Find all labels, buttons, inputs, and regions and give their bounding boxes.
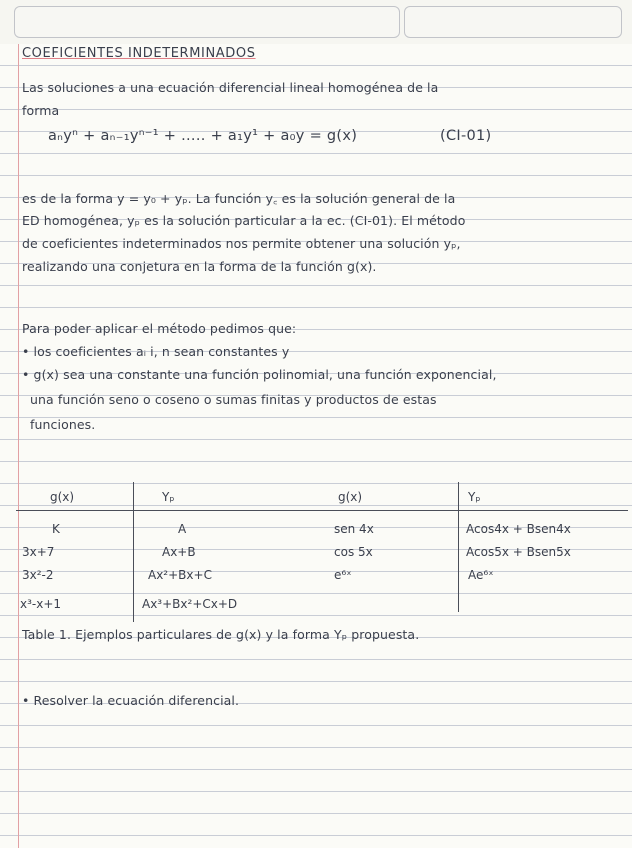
table-cell: Ae⁶ˣ xyxy=(468,568,494,582)
table-header-yp-2: Yₚ xyxy=(468,490,481,504)
table-cell: K xyxy=(52,522,60,536)
table-header-rule xyxy=(16,510,628,511)
table-header-gx-2: g(x) xyxy=(338,490,363,504)
table-header-gx-1: g(x) xyxy=(50,490,75,504)
table-cell: Ax+B xyxy=(162,545,196,559)
header-box-left xyxy=(14,6,400,38)
table-cell: Ax²+Bx+C xyxy=(148,568,212,582)
bullet-gx-line-1: • g(x) sea una constante una función polinomial, una función exponencial, xyxy=(22,367,497,382)
equation-reference: (CI-01) xyxy=(440,128,492,144)
table-cell: e⁶ˣ xyxy=(334,568,352,582)
margin-line xyxy=(18,44,19,848)
table-cell: x³-x+1 xyxy=(20,597,62,611)
table-cell: 3x+7 xyxy=(22,545,55,559)
paragraph1-line-4: realizando una conjetura en la forma de la función g(x). xyxy=(22,259,377,274)
table-cell: Acos5x + Bsen5x xyxy=(466,545,571,559)
table-divider-2 xyxy=(458,482,459,612)
paragraph1-line-2: ED homogénea, yₚ es la solución particular a la ec. (CI-01). El método xyxy=(22,213,466,228)
paragraph1-line-3: de coeficientes indeterminados nos permite obtener una solución yₚ, xyxy=(22,236,461,251)
bullet-constant-coefficients: • los coeficientes aᵢ i, n sean constantes y xyxy=(22,344,290,359)
intro-line-1: Las soluciones a una ecuación diferencial lineal homogénea de la xyxy=(22,80,439,95)
page-title: COEFICIENTES INDETERMINADOS xyxy=(22,46,256,61)
table-cell: sen 4x xyxy=(334,522,374,536)
table-cell: A xyxy=(178,522,187,536)
final-bullet: • Resolver la ecuación diferencial. xyxy=(22,693,240,708)
table-cell: Acos4x + Bsen4x xyxy=(466,522,571,536)
table-caption: Table 1. Ejemplos particulares de g(x) y la forma Yₚ propuesta. xyxy=(22,627,420,642)
header-box-right xyxy=(404,6,622,38)
paragraph2-intro: Para poder aplicar el método pedimos que: xyxy=(22,321,297,336)
table-cell: Ax³+Bx²+Cx+D xyxy=(142,597,238,611)
bullet-gx-line-2: una función seno o coseno o sumas finitas y productos de estas xyxy=(30,392,437,407)
paragraph1-line-1: es de la forma y = y₀ + yₚ. La función y꜀ es la solución general de la xyxy=(22,191,456,206)
table-cell: 3x²-2 xyxy=(22,568,54,582)
table-header-yp-1: Yₚ xyxy=(162,490,175,504)
table-divider-1 xyxy=(133,482,134,622)
table-cell: cos 5x xyxy=(334,545,373,559)
bullet-gx-line-3: funciones. xyxy=(30,417,96,432)
main-equation: aₙyⁿ + aₙ₋₁yⁿ⁻¹ + ..... + a₁y¹ + a₀y = g(x) xyxy=(48,128,358,144)
intro-line-2: forma xyxy=(22,103,60,118)
